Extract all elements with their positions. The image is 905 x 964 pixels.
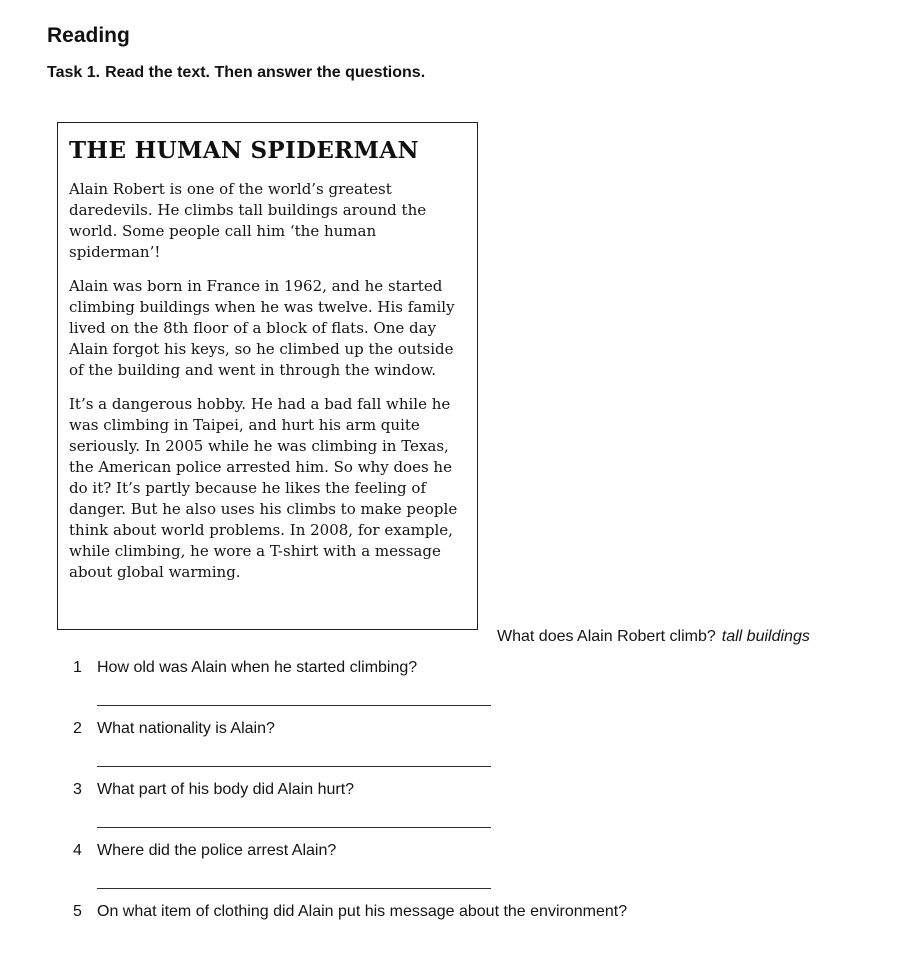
- page-title: Reading: [47, 24, 130, 47]
- question-text: On what item of clothing did Alain put his message about the environment?: [97, 903, 628, 920]
- question-item: [73, 659, 853, 677]
- reading-box-title: THE HUMAN SPIDERMAN: [69, 137, 419, 164]
- question-item: [73, 842, 853, 860]
- question-item: [73, 903, 853, 921]
- reading-paragraph: It’s a dangerous hobby. He had a bad fall while he was climbing in Taipei, and hurt his arm quite seriously. In 2005 while he was climbing in Texas, the American police arrested him. So why does he do it? It’s partly because he likes the feeling of danger. But he also uses his climbs to make people think about world problems. In 2008, for example, while climbing, he wore a T-shirt with a message about global warming.: [69, 395, 458, 581]
- answer-line: [97, 766, 491, 767]
- task-label: Task 1.: [47, 64, 101, 81]
- question-number: 3: [73, 781, 82, 798]
- example-answer: tall buildings: [721, 628, 810, 645]
- question-item: [73, 781, 853, 799]
- question-number: 2: [73, 720, 82, 737]
- task-text: Read the text. Then answer the questions.: [105, 64, 426, 81]
- reading-text-box: [57, 122, 478, 630]
- question-number: 5: [73, 903, 82, 920]
- example-question: What does Alain Robert climb?: [497, 628, 716, 645]
- question-item: [73, 720, 853, 738]
- question-text: Where did the police arrest Alain?: [97, 842, 337, 859]
- question-text: What part of his body did Alain hurt?: [97, 781, 355, 798]
- example-item: [497, 628, 810, 646]
- question-number: 4: [73, 842, 82, 859]
- answer-line: [97, 827, 491, 828]
- question-number: 1: [73, 659, 82, 676]
- question-text: What nationality is Alain?: [97, 720, 275, 737]
- question-text: How old was Alain when he started climbing?: [97, 659, 418, 676]
- reading-paragraph: Alain was born in France in 1962, and he started climbing buildings when he was twelve. His family lived on the 8th floor of a block of flats. One day Alain forgot his keys, so he climbed up the outside of the building and went in through the window.: [69, 277, 455, 379]
- answer-line: [97, 888, 491, 889]
- question-list: [73, 659, 853, 949]
- answer-line: [97, 705, 491, 706]
- reading-paragraph: Alain Robert is one of the world’s greatest daredevils. He climbs tall buildings around the world. Some people call him ‘the human spiderman’!: [69, 180, 427, 261]
- task-instruction: [47, 64, 425, 82]
